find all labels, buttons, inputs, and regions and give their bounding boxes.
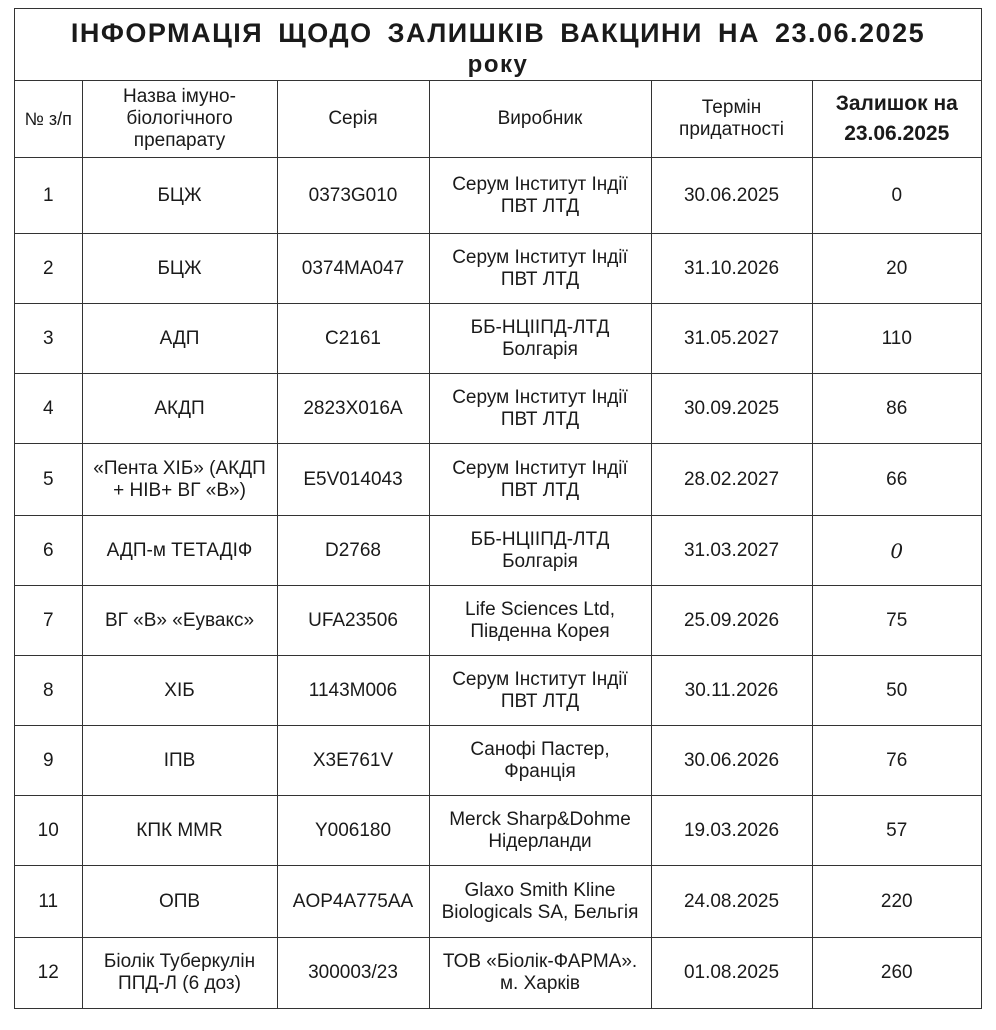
cell-manufacturer: Серум Інститут Індії ПВТ ЛТД [429, 158, 651, 234]
vaccine-stock-table [15, 81, 981, 1008]
table-row [15, 796, 981, 866]
document-title-line-1: ІНФОРМАЦІЯ ЩОДО ЗАЛИШКІВ ВАКЦИНИ НА 23.06.2025 [70, 18, 926, 48]
cell-series: 0374MA047 [277, 234, 429, 304]
cell-manufacturer: ББ-НЦІІПД-ЛТД Болгарія [429, 516, 651, 586]
cell-series: UFA23506 [277, 586, 429, 656]
header-remainder: Залишок на 23.06.2025 [812, 81, 981, 158]
cell-name: ВГ «В» «Еувакс» [82, 586, 277, 656]
cell-expiry: 01.08.2025 [651, 938, 812, 1008]
cell-manufacturer: Life Sciences Ltd, Південна Корея [429, 586, 651, 656]
cell-number: 1 [15, 158, 82, 234]
cell-number: 10 [15, 796, 82, 866]
document-title [15, 9, 981, 81]
cell-expiry: 31.03.2027 [651, 516, 812, 586]
cell-manufacturer: Серум Інститут Індії ПВТ ЛТД [429, 234, 651, 304]
cell-manufacturer: ТОВ «Біолік-ФАРМА». м. Харків [429, 938, 651, 1008]
cell-remainder: 66 [812, 444, 981, 516]
cell-series: D2768 [277, 516, 429, 586]
cell-manufacturer: Санофі Пастер, Франція [429, 726, 651, 796]
cell-manufacturer: Серум Інститут Індії ПВТ ЛТД [429, 656, 651, 726]
cell-series: X3E761V [277, 726, 429, 796]
cell-remainder: 57 [812, 796, 981, 866]
cell-manufacturer: Серум Інститут Індії ПВТ ЛТД [429, 374, 651, 444]
table-row [15, 726, 981, 796]
cell-name: АДП-м ТЕТАДІФ [82, 516, 277, 586]
cell-number: 2 [15, 234, 82, 304]
cell-manufacturer: ББ-НЦІІПД-ЛТД Болгарія [429, 304, 651, 374]
cell-name: БЦЖ [82, 158, 277, 234]
cell-name: ХІБ [82, 656, 277, 726]
cell-series: 300003/23 [277, 938, 429, 1008]
cell-remainder: 50 [812, 656, 981, 726]
cell-number: 11 [15, 866, 82, 938]
table-row [15, 158, 981, 234]
cell-number: 8 [15, 656, 82, 726]
cell-name: АКДП [82, 374, 277, 444]
cell-number: 4 [15, 374, 82, 444]
cell-name: ОПВ [82, 866, 277, 938]
table-row [15, 866, 981, 938]
cell-remainder: 260 [812, 938, 981, 1008]
cell-series: E5V014043 [277, 444, 429, 516]
cell-expiry: 24.08.2025 [651, 866, 812, 938]
table-row [15, 516, 981, 586]
table-row [15, 586, 981, 656]
cell-remainder: 86 [812, 374, 981, 444]
vaccine-stock-sheet [14, 8, 982, 1009]
cell-manufacturer: Glaxo Smith Kline Biologicals SA, Бельгія [429, 866, 651, 938]
header-series: Серія [277, 81, 429, 158]
cell-number: 5 [15, 444, 82, 516]
cell-number: 6 [15, 516, 82, 586]
table-row [15, 374, 981, 444]
cell-name: ІПВ [82, 726, 277, 796]
cell-expiry: 30.06.2025 [651, 158, 812, 234]
cell-expiry: 19.03.2026 [651, 796, 812, 866]
cell-expiry: 30.11.2026 [651, 656, 812, 726]
header-expiry: Термін придатності [651, 81, 812, 158]
document-title-line-2: року [467, 51, 529, 78]
cell-series: 2823X016A [277, 374, 429, 444]
cell-series: Y006180 [277, 796, 429, 866]
cell-number: 3 [15, 304, 82, 374]
cell-series: 1143M006 [277, 656, 429, 726]
header-number: № з/п [15, 81, 82, 158]
cell-manufacturer: Серум Інститут Індії ПВТ ЛТД [429, 444, 651, 516]
cell-manufacturer: Merck Sharp&Dohme Нідерланди [429, 796, 651, 866]
cell-number: 12 [15, 938, 82, 1008]
cell-series: 0373G010 [277, 158, 429, 234]
cell-number: 9 [15, 726, 82, 796]
cell-remainder: 20 [812, 234, 981, 304]
cell-expiry: 31.05.2027 [651, 304, 812, 374]
cell-series: C2161 [277, 304, 429, 374]
cell-name: Біолік Туберкулін ППД-Л (6 доз) [82, 938, 277, 1008]
cell-remainder: 75 [812, 586, 981, 656]
cell-name: АДП [82, 304, 277, 374]
cell-series: AOP4A775AA [277, 866, 429, 938]
cell-expiry: 28.02.2027 [651, 444, 812, 516]
header-name: Назва імуно-біологічного препарату [82, 81, 277, 158]
table-row [15, 444, 981, 516]
cell-remainder: 110 [812, 304, 981, 374]
cell-remainder: 76 [812, 726, 981, 796]
cell-remainder: 220 [812, 866, 981, 938]
cell-expiry: 31.10.2026 [651, 234, 812, 304]
cell-expiry: 25.09.2026 [651, 586, 812, 656]
cell-remainder-handwritten: 0 [812, 516, 981, 586]
table-row [15, 234, 981, 304]
table-header-row [15, 81, 981, 158]
cell-name: «Пента ХІБ» (АКДП + HIB+ ВГ «В») [82, 444, 277, 516]
cell-name: БЦЖ [82, 234, 277, 304]
cell-remainder: 0 [812, 158, 981, 234]
cell-expiry: 30.06.2026 [651, 726, 812, 796]
cell-number: 7 [15, 586, 82, 656]
cell-name: КПК MMR [82, 796, 277, 866]
header-manufacturer: Виробник [429, 81, 651, 158]
table-row [15, 938, 981, 1008]
cell-expiry: 30.09.2025 [651, 374, 812, 444]
table-row [15, 304, 981, 374]
table-row [15, 656, 981, 726]
